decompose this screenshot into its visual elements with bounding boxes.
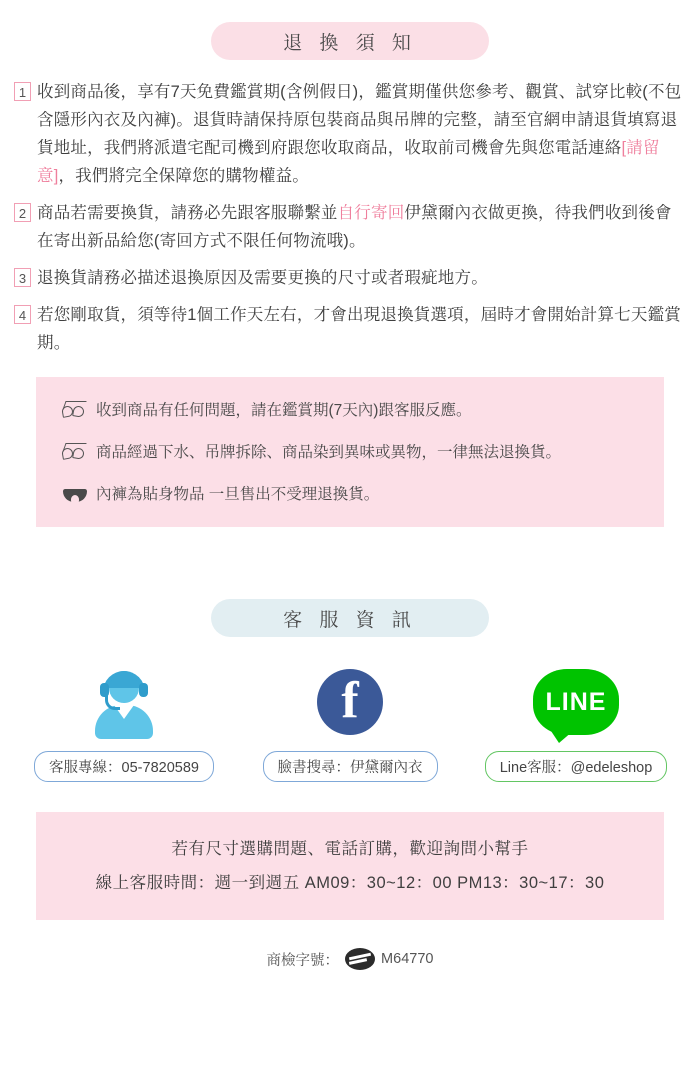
list-item-highlight: 自行寄回 [337, 204, 405, 222]
certification-label: 商檢字號： [266, 952, 340, 969]
list-item-number: 1 [14, 82, 31, 101]
list-item-text-part1: 收到商品後，享有7天免費鑑賞期(含例假日)，鑑賞期僅供您參考、觀賞、試穿比較(不包含隱形內衣及內褲)。退貨時請保持原包裝商品與吊牌的完整，請至官網申請退貨填寫退貨地址，我們將派遣宅配司機到府跟您收取商品，收取前司機會先與您電話連絡 [37, 83, 682, 157]
service-hours-line-2: 線上客服時間：週一到週五 AM09：30~12：00 PM13：30~17：30 [95, 874, 605, 892]
list-item-text [37, 264, 488, 292]
facebook-icon-area [317, 663, 383, 741]
panty-icon [62, 485, 88, 505]
service-hours-box [36, 812, 664, 920]
list-item-text-part2: ，我們將完全保障您的購物權益。 [58, 167, 309, 185]
list-item-text [37, 199, 686, 255]
list-item-text-part1: 商品若需要換貨，請務必先跟客服聯繫並 [37, 204, 338, 222]
notice-section-title: 退 換 須 知 [211, 22, 489, 60]
warning-row [62, 441, 638, 465]
notice-list [14, 78, 686, 357]
line-icon[interactable] [533, 669, 619, 735]
line-icon-area [533, 663, 619, 741]
page-root [0, 22, 700, 1079]
line-label[interactable]: Line客服：@edeleshop [485, 751, 668, 782]
list-item-number: 4 [14, 305, 31, 324]
service-hours-line-1: 若有尺寸選購問題、電話訂購，歡迎詢問小幫手 [171, 840, 529, 858]
list-item-text-part1: 若您剛取貨，須等待1個工作天左右，才會出現退換貨選項，屆時才會開始計算七天鑑賞期。 [37, 306, 681, 352]
contact-phone [18, 663, 230, 782]
facebook-label[interactable]: 臉書搜尋：伊黛爾內衣 [263, 751, 438, 782]
service-section-title: 客 服 資 訊 [211, 599, 489, 637]
line-icon-text: LINE [545, 687, 607, 716]
facebook-icon[interactable] [317, 669, 383, 735]
list-item-text-part1: 退換貨請務必描述退換原因及需要更換的尺寸或者瑕疵地方。 [37, 269, 488, 287]
contact-facebook [244, 663, 456, 782]
commodity-inspection-mark-icon [345, 948, 375, 970]
list-item [14, 301, 686, 357]
customer-service-operator-icon [87, 665, 161, 739]
bra-icon [62, 401, 88, 421]
list-item-text [37, 78, 686, 190]
contact-row [18, 663, 682, 782]
contact-line [470, 663, 682, 782]
list-item [14, 199, 686, 255]
certification-number: M64770 [381, 951, 434, 967]
warning-box [36, 377, 664, 527]
list-item-text-part2: 伊黛爾內衣做更換，待我們收到後會在寄出新品給您(寄回方式不限任何物流哦)。 [37, 204, 672, 250]
certification-row [0, 948, 700, 970]
warning-text: 內褲為貼身物品 一旦售出不受理退換貨。 [96, 486, 380, 503]
list-item-text [37, 301, 686, 357]
phone-label[interactable]: 客服專線：05-7820589 [34, 751, 214, 782]
list-item-highlight: [請留意] [37, 139, 660, 185]
warning-row [62, 399, 638, 423]
list-item-number: 3 [14, 268, 31, 287]
list-item-number: 2 [14, 203, 31, 222]
list-item [14, 78, 686, 190]
warning-row [62, 483, 638, 507]
bra-icon [62, 443, 88, 463]
warning-text: 收到商品有任何問題，請在鑑賞期(7天內)跟客服反應。 [96, 402, 472, 419]
customer-service-operator-icon-area [87, 663, 161, 741]
list-item [14, 264, 686, 292]
warning-text: 商品經過下水、吊牌拆除、商品染到異味或異物，一律無法退換貨。 [96, 444, 562, 461]
